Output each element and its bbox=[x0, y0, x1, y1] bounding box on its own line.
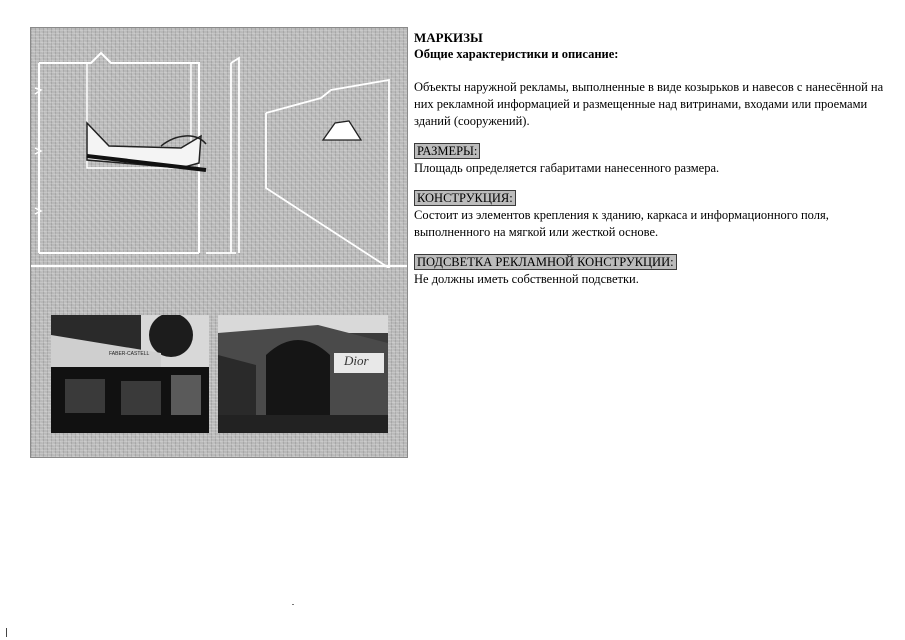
marquee-illustration bbox=[30, 27, 408, 458]
section-lighting bbox=[414, 254, 884, 288]
page-subtitle: Общие характеристики и описание: bbox=[414, 47, 619, 61]
section-construction-label: КОНСТРУКЦИЯ: bbox=[414, 190, 516, 206]
section-sizes-text: Площадь определяется габаритами нанесенного размера. bbox=[414, 161, 720, 175]
page-title: МАРКИЗЫ bbox=[414, 30, 483, 45]
content-column bbox=[414, 29, 884, 288]
scan-mark bbox=[6, 628, 7, 637]
section-sizes-label: РАЗМЕРЫ: bbox=[414, 143, 480, 159]
photo-left bbox=[51, 315, 209, 433]
description-text: Объекты наружной рекламы, выполненные в виде козырьков и навесов с нанесённой на них рекламной информацией и размещенные над витринами, входами или проемами зданий (сооружений). bbox=[414, 80, 884, 128]
section-construction bbox=[414, 190, 884, 241]
marquee-sketch bbox=[31, 28, 407, 268]
section-lighting-label: ПОДСВЕТКА РЕКЛАМНОЙ КОНСТРУКЦИИ: bbox=[414, 254, 677, 270]
section-sizes bbox=[414, 143, 884, 177]
photo-right-sign: Dior bbox=[344, 353, 369, 368]
photo-right bbox=[218, 315, 388, 433]
photo-left-sign: FABER-CASTELL bbox=[109, 351, 150, 357]
scan-speck bbox=[292, 604, 294, 605]
section-lighting-text: Не должны иметь собственной подсветки. bbox=[414, 272, 639, 286]
section-construction-text: Состоит из элементов крепления к зданию, каркаса и информационного поля, выполненного на мягкой или жесткой основе. bbox=[414, 208, 829, 239]
